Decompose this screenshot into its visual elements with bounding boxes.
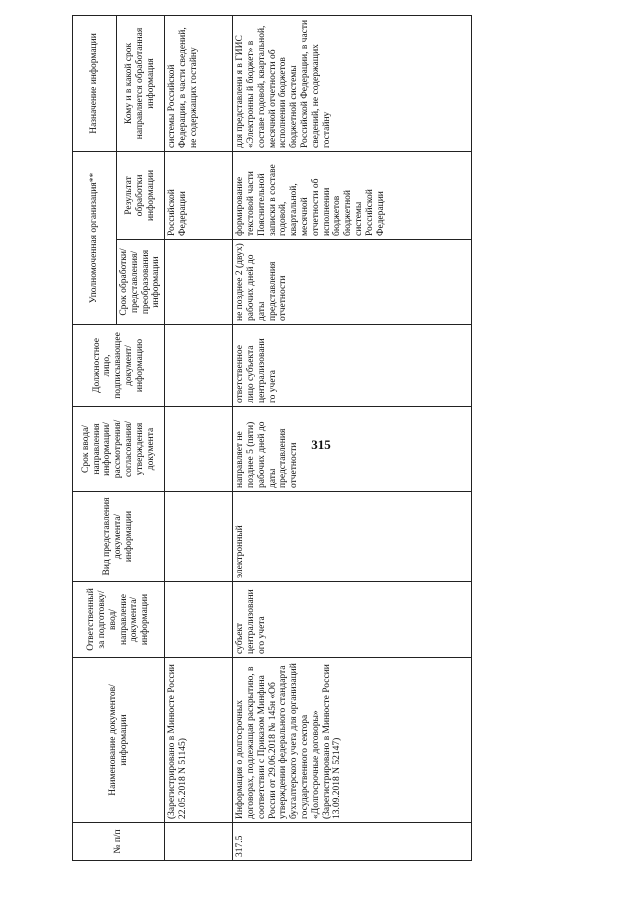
header-recipient: Кому и в какой срок направляется обработанная информация bbox=[117, 15, 165, 151]
cell-form: электронный bbox=[233, 492, 472, 582]
cell-processing-deadline: не позднее 2 (двух) рабочих дней до даты представления отчетности bbox=[233, 240, 472, 325]
cell-deadline bbox=[165, 407, 233, 492]
table-row bbox=[233, 15, 472, 860]
header-doc-name: Наименование документов/информации bbox=[73, 658, 165, 823]
page-number: 315 bbox=[311, 437, 331, 452]
cell-responsible bbox=[165, 582, 233, 658]
document-table bbox=[72, 15, 472, 861]
cell-processing-result: Российской Федерации bbox=[165, 151, 233, 239]
cell-doc-name: Информация о долгосрочных договорах, подлежащая раскрытию, в соответствии с Приказом Минфина России от 29.06.2018 № 145н «Об утверждении федерального стандарта бухгалтерского учета для организаций государственного сектора «Долгосрочные договоры» (Зарегистрировано в Минюсте России 13.09.2018 N 52147) bbox=[233, 658, 472, 823]
cell-official bbox=[165, 325, 233, 407]
cell-deadline: направляет не позднее 5 (пяти) рабочих дней до даты представления отчетности bbox=[233, 407, 472, 492]
cell-responsible: субъект централизовани ого учета bbox=[233, 582, 472, 658]
rotated-table-container bbox=[72, 16, 502, 861]
cell-recipient: системы Российской Федерации, в части сведений, не содержащих гостайну bbox=[165, 15, 233, 151]
header-processing-result: Результат обработки информации bbox=[117, 151, 165, 239]
header-responsible: Ответственный за подготовку/ ввод/ направление документа/ информации bbox=[73, 582, 165, 658]
header-official: Должностное лицо, подписывающее документ/ информацию bbox=[73, 325, 165, 407]
cell-num: 317.5 bbox=[233, 823, 472, 861]
header-purpose: Назначение информации bbox=[73, 15, 117, 151]
header-processing-deadline: Срок обработки/ представления/ преобразования информации bbox=[117, 240, 165, 325]
cell-num bbox=[165, 823, 233, 861]
header-authorized-org: Уполномоченная организация** bbox=[73, 151, 117, 324]
cell-doc-name: (Зарегистрировано в Минюсте России 22.05.2018 N 51145) bbox=[165, 658, 233, 823]
cell-recipient: для представлени я в ГИИС «Электронны й бюджет» в составе годовой, квартальной, месячной отчетности об исполнении бюджетов бюджетной системы Российской Федерации, в части сведений, не содержащих гостайну bbox=[233, 15, 472, 151]
cell-form bbox=[165, 492, 233, 582]
cell-processing-deadline bbox=[165, 240, 233, 325]
cell-processing-result: формирование текстовой части Пояснительной записки в составе годовой, квартальной, месячной отчетности об исполнении бюджетов бюджетной системы Российской Федерации bbox=[233, 151, 472, 239]
header-deadline: Срок ввода/ направления информации/ рассмотрения/ согласования/ утверждения документа bbox=[73, 407, 165, 492]
header-form: Вид представления документа/ информации bbox=[73, 492, 165, 582]
cell-official: ответственное лицо субъекта централизовани го учета bbox=[233, 325, 472, 407]
header-num: № п/п bbox=[73, 823, 165, 861]
table-row bbox=[165, 15, 233, 860]
